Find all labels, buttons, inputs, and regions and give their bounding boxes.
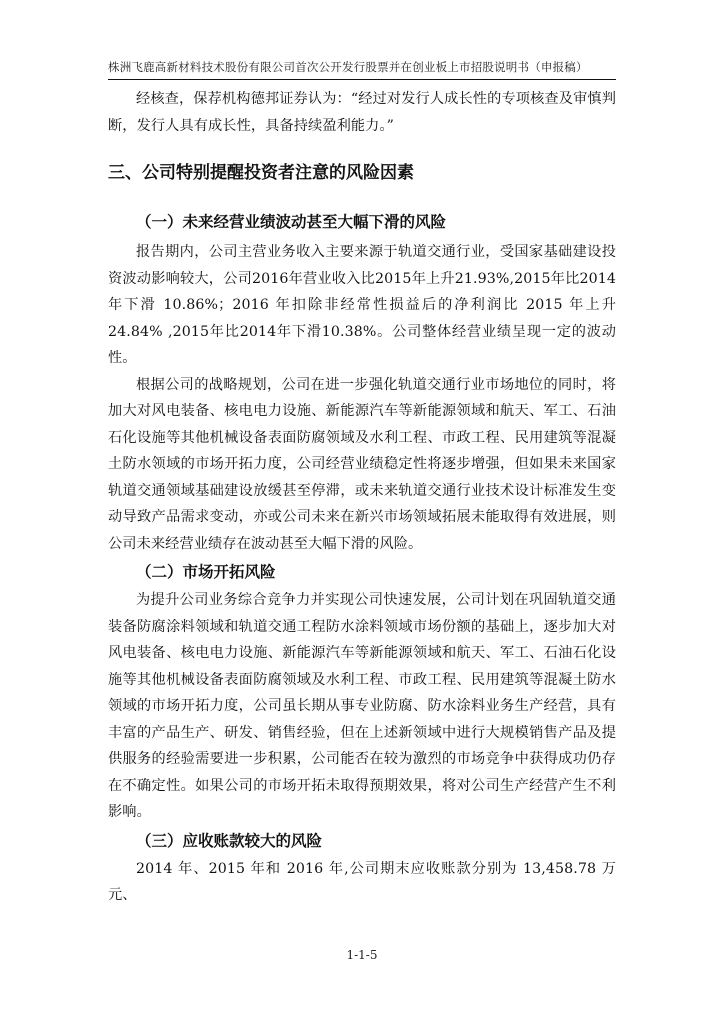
header-divider (108, 79, 616, 80)
risk1-paragraph-1: 报告期内，公司主营业务收入主要来源于轨道交通行业，受国家基础建设投资波动影响较大，公司2016年营业收入比2015年上升21.93%,2015年比2014年下滑 10.86%；2016 年扣除非经常性损益后的净利润比 2015 年上升24.84% ,2015年比2014年下滑10.38%。公司整体经营业绩呈现一定的波动性。 (108, 244, 616, 366)
intro-paragraph: 经核查，保荐机构德邦证券认为：“经过对发行人成长性的专项核查及审慎判断，发行人具有成长性，具备持续盈利能力。” (108, 91, 616, 134)
document-header: 株洲飞鹿高新材料技术股份有限公司首次公开发行股票并在创业板上市招股说明书（申报稿） (108, 60, 588, 74)
risk2-paragraph: 为提升公司业务综合竞争力并实现公司快速发展，公司计划在巩固轨道交通装备防腐涂料领域和轨道交通工程防水涂料领域市场份额的基础上，逐步加大对风电装备、核电电力设施、新能源汽车等新能源领域和航天、军工、石油石化设施等其他机械设备表面防腐领域及水利工程、市政工程、民用建筑等混凝土防水领域的市场开拓力度，公司虽长期从事专业防腐、防水涂料业务生产经营，具有丰富的产品生产、研发、销售经验，但在上述新领域中进行大规模销售产品及提供服务的经验需要进一步积累，公司能否在较为激烈的市场竞争中获得成功仍存在不确定性。如果公司的市场开拓未取得预期效果，将对公司生产经营产生不利影响。 (108, 592, 616, 820)
risk3-heading: （三）应收账款较大的风险 (136, 831, 323, 850)
page-number: 1-1-5 (346, 948, 378, 962)
section-heading-risk-factors: 三、公司特别提醒投资者注意的风险因素 (108, 163, 414, 183)
risk3-paragraph: 2014 年、2015 年和 2016 年,公司期末应收账款分别为 13,458.78 万元、 (108, 860, 616, 903)
risk1-heading: （一）未来经营业绩波动甚至大幅下滑的风险 (136, 213, 447, 231)
page-content (108, 85, 616, 909)
risk1-paragraph-2: 根据公司的战略规划，公司在进一步强化轨道交通行业市场地位的同时，将加大对风电装备、核电电力设施、新能源汽车等新能源领域和航天、军工、石油石化设施等其他机械设备表面防腐领域及水利工程、市政工程、民用建筑等混凝土防水领域的市场开拓力度，公司经营业绩稳定性将逐步增强，但如果未来国家轨道交通领域基础建设放缓甚至停滞，或未来轨道交通行业技术设计标准发生变动导致产品需求变动，亦或公司未来在新兴市场领域拓展未能取得有效进展，则公司未来经营业绩存在波动甚至大幅下滑的风险。 (108, 376, 616, 552)
risk2-heading: （二）市场开拓风险 (136, 563, 276, 581)
